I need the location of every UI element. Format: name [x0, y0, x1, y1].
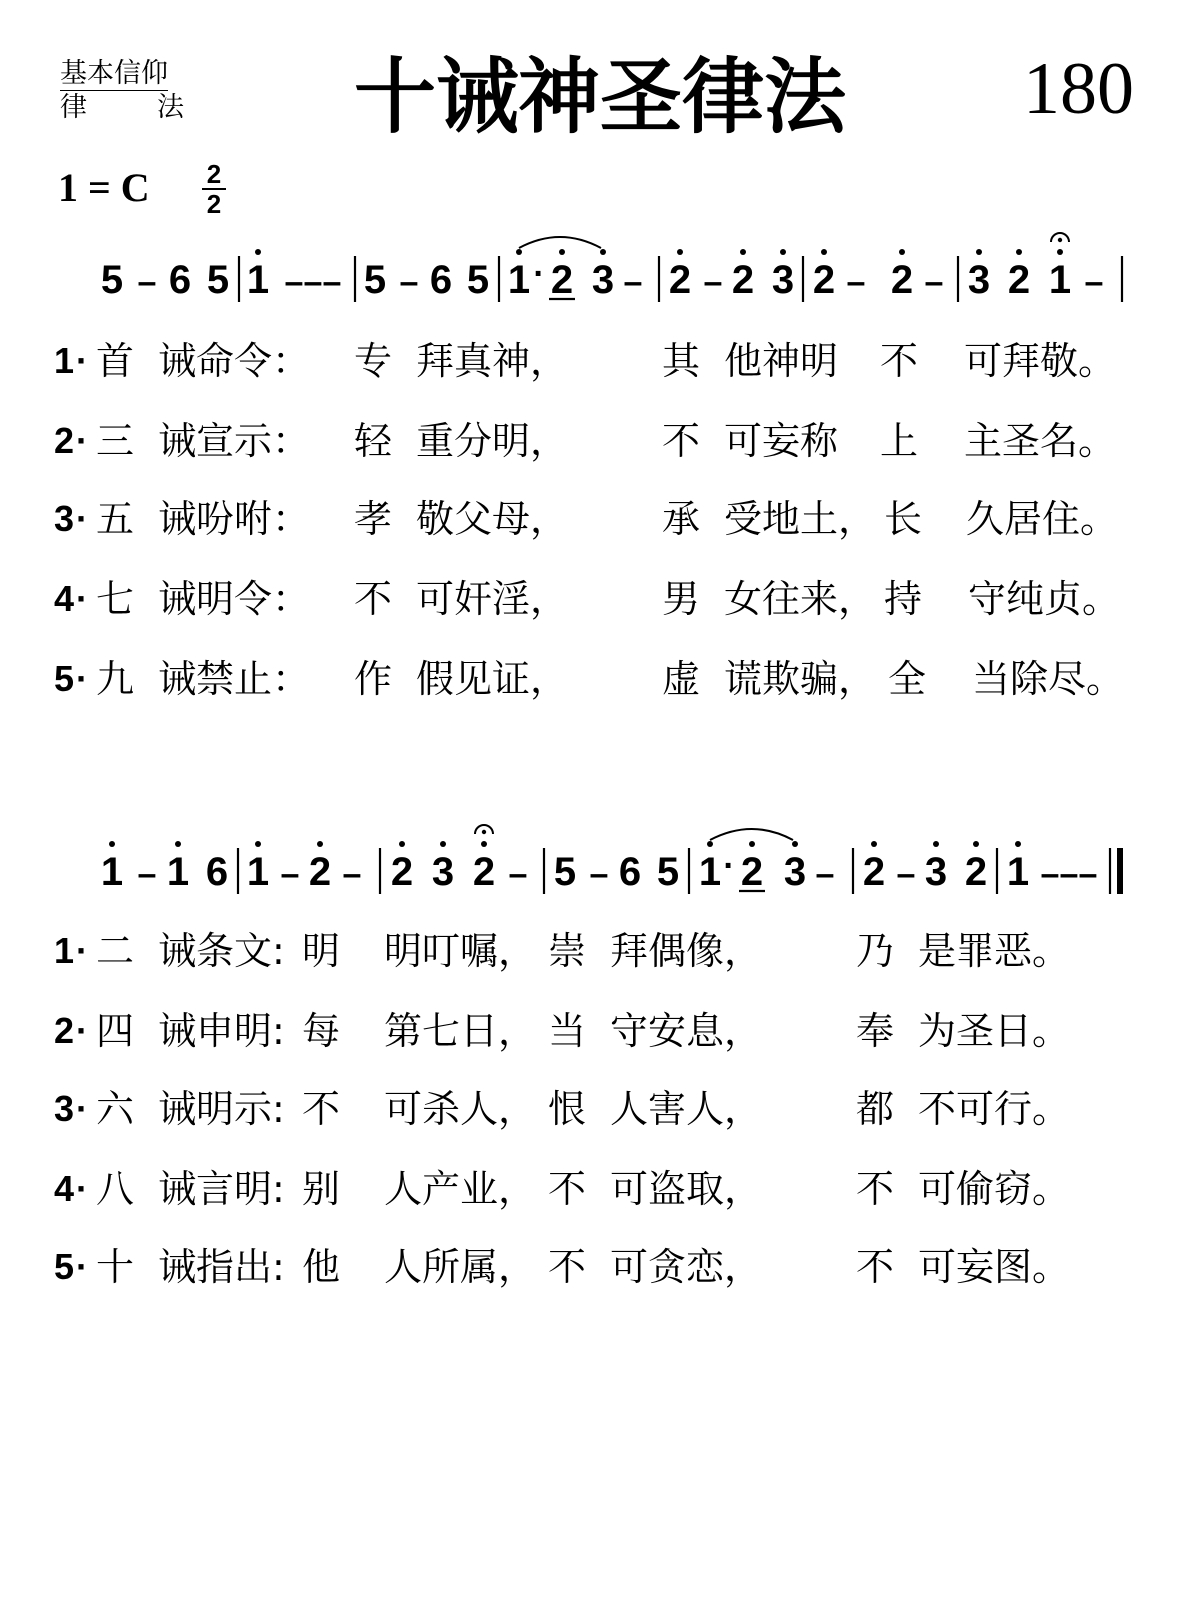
note-high: 1	[166, 850, 190, 894]
verse-4-line-1: 4 · 七 诫明令： 不 可奸淫， 男 女往来， 持 守纯贞。	[0, 574, 1200, 624]
note-high: 3	[967, 258, 991, 302]
high-octave-dot	[707, 841, 713, 847]
high-octave-dot	[871, 841, 877, 847]
note-high: 2	[550, 258, 574, 302]
note-high: 3	[431, 850, 455, 894]
note: 5	[100, 258, 124, 302]
dash: –	[589, 855, 609, 893]
high-octave-dot	[481, 841, 487, 847]
note: 6	[429, 258, 453, 302]
note-high: 1	[1006, 850, 1030, 894]
high-octave-dot	[255, 249, 261, 255]
high-octave-dot	[780, 249, 786, 255]
verse-5-line-1: 5 · 九 诫禁止： 作 假见证， 虚 谎欺骗， 全 当除尽。	[0, 654, 1200, 704]
verse-number: 2	[54, 1010, 75, 1051]
dash: –	[623, 263, 643, 301]
dash: –	[815, 855, 835, 893]
note-high: 3	[783, 850, 807, 894]
note-high: 2	[308, 850, 332, 894]
note-high: 2	[890, 258, 914, 302]
high-octave-dot	[399, 841, 405, 847]
note: 5	[206, 258, 230, 302]
slur	[519, 237, 601, 248]
high-octave-dot	[899, 249, 905, 255]
subcategory-char-2: 法	[157, 92, 184, 123]
high-octave-dot	[440, 841, 446, 847]
dash: –	[137, 855, 157, 893]
high-octave-dot	[976, 249, 982, 255]
verse-2-line-1: 2 · 三 诫宣示： 轻 重分明， 不 可妄称 上 主圣名。	[0, 416, 1200, 466]
dash: –	[846, 263, 866, 301]
verse-number: 5	[54, 1246, 75, 1287]
note-high: 1	[246, 258, 270, 302]
high-octave-dot	[933, 841, 939, 847]
final-barline-thick	[1117, 848, 1123, 894]
note-high: 2	[472, 850, 496, 894]
note: 5	[553, 850, 577, 894]
verse-number: 1	[54, 930, 75, 971]
verse-number: 4	[54, 578, 75, 619]
high-octave-dot	[1057, 249, 1063, 255]
verse-4-line-2: 4 · 八 诫言明: 别 人产业， 不 可盗取， 不 可偷窃。	[0, 1164, 1200, 1214]
slur	[710, 829, 793, 840]
verse-3-line-2: 3 · 六 诫明示: 不 可杀人， 恨 人害人， 都 不可行。	[0, 1084, 1200, 1134]
verse-3-line-1: 3 · 五 诫吩咐： 孝 敬父母， 承 受地土， 长 久居住。	[0, 494, 1200, 544]
dash: –	[924, 263, 944, 301]
note: 6	[618, 850, 642, 894]
verse-number: 1	[54, 340, 75, 381]
dash: –	[399, 263, 419, 301]
dash: –	[896, 855, 916, 893]
high-octave-dot	[255, 841, 261, 847]
note-high: 3	[924, 850, 948, 894]
dash: –	[508, 855, 528, 893]
notation-line-1	[0, 230, 1200, 310]
high-octave-dot	[677, 249, 683, 255]
dash: –	[280, 855, 300, 893]
note-high: 2	[390, 850, 414, 894]
note-high: 1	[698, 850, 722, 894]
time-signature-denominator: 2	[206, 189, 222, 219]
note-high: 2	[862, 850, 886, 894]
high-octave-dot	[175, 841, 181, 847]
note: 5	[363, 258, 387, 302]
hymn-number: 180	[1023, 48, 1134, 130]
high-octave-dot	[792, 841, 798, 847]
note-high: 2	[812, 258, 836, 302]
note-high: 3	[591, 258, 615, 302]
high-octave-dot	[600, 249, 606, 255]
subcategory-char-1: 律	[60, 92, 87, 123]
high-octave-dot	[749, 841, 755, 847]
note-high: 2	[1007, 258, 1031, 302]
category-label: 基本信仰	[60, 58, 168, 89]
note-high: 1	[1048, 258, 1072, 302]
dash: –	[284, 263, 304, 301]
note: 5	[466, 258, 490, 302]
note: 6	[168, 258, 192, 302]
notation-line-2	[0, 822, 1200, 902]
verse-5-line-2: 5 · 十 诫指出: 他 人所属， 不 可贪恋， 不 可妄图。	[0, 1242, 1200, 1292]
dash: –	[1078, 855, 1098, 893]
note-high: 3	[771, 258, 795, 302]
dash: –	[1040, 855, 1060, 893]
note-high: 2	[668, 258, 692, 302]
high-octave-dot	[973, 841, 979, 847]
high-octave-dot	[317, 841, 323, 847]
verse-1-line-2: 1 · 二 诫条文: 明 明叮嘱， 崇 拜偶像， 乃 是罪恶。	[0, 926, 1200, 976]
note-high: 1	[507, 258, 531, 302]
note: 5	[656, 850, 680, 894]
verse-number: 4	[54, 1168, 75, 1209]
note: 6	[205, 850, 229, 894]
time-signature	[202, 160, 226, 218]
verse-number: 3	[54, 498, 75, 539]
verse-number: 3	[54, 1088, 75, 1129]
note-high: 2	[731, 258, 755, 302]
verse-1-line-1: 1 · 首 诫命令： 专 拜真神， 其 他神明 不 可拜敬。	[0, 336, 1200, 386]
high-octave-dot	[1015, 841, 1021, 847]
dash: –	[303, 263, 323, 301]
note-high: 2	[740, 850, 764, 894]
time-signature-numerator: 2	[202, 160, 226, 190]
dash: –	[322, 263, 342, 301]
high-octave-dot	[559, 249, 565, 255]
dash: –	[1059, 855, 1079, 893]
verse-2-line-2: 2 · 四 诫申明: 每 第七日， 当 守安息， 奉 为圣日。	[0, 1006, 1200, 1056]
augmentation-dot: ·	[533, 255, 545, 293]
high-octave-dot	[516, 249, 522, 255]
high-octave-dot	[740, 249, 746, 255]
dash: –	[342, 855, 362, 893]
hymn-title: 十诫神圣律法	[353, 50, 846, 145]
dash: –	[703, 263, 723, 301]
key-signature: 1 = C	[58, 165, 150, 210]
high-octave-dot	[109, 841, 115, 847]
verse-number: 2	[54, 420, 75, 461]
verse-number: 5	[54, 658, 75, 699]
high-octave-dot	[1016, 249, 1022, 255]
dash: –	[1084, 263, 1104, 301]
dash: –	[137, 263, 157, 301]
note-high: 1	[246, 850, 270, 894]
high-octave-dot	[821, 249, 827, 255]
note-high: 1	[100, 850, 124, 894]
augmentation-dot: ·	[723, 847, 735, 885]
note-high: 2	[964, 850, 988, 894]
